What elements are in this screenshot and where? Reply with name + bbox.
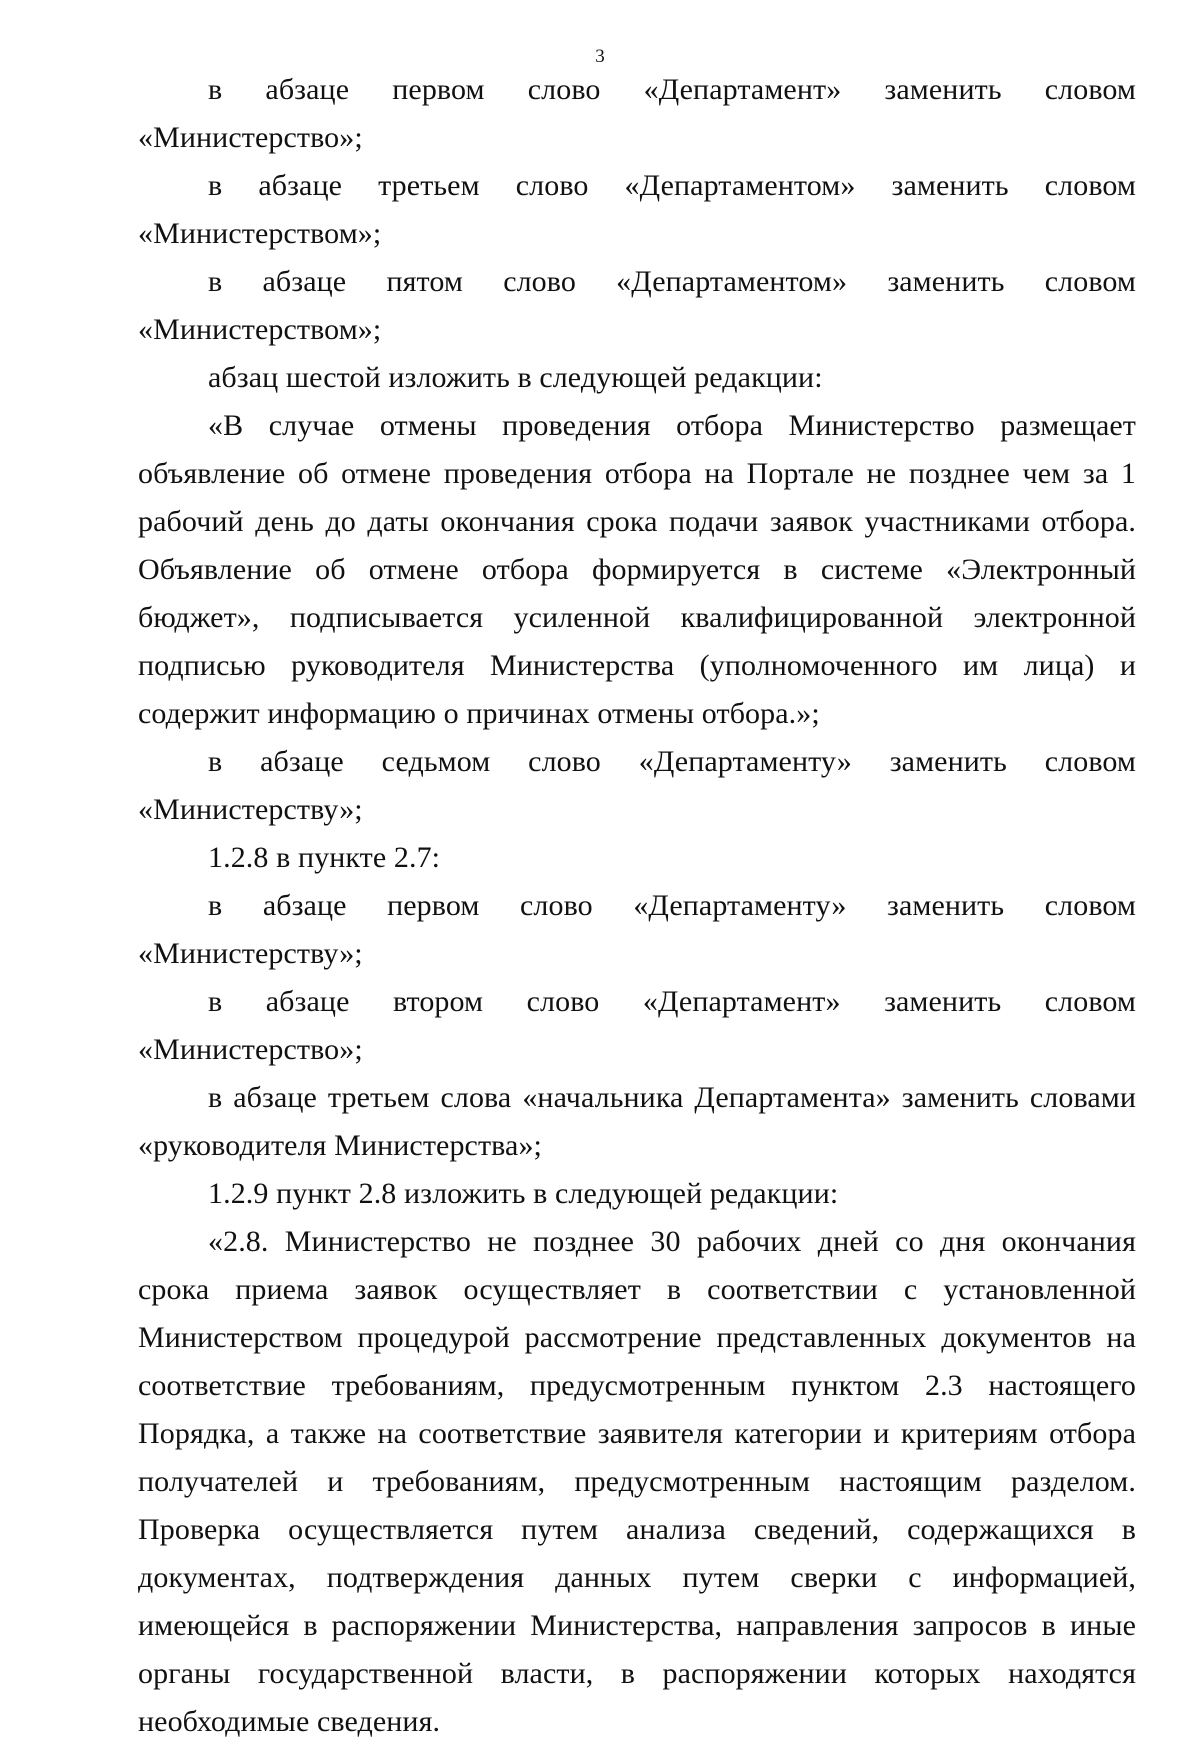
paragraph: в абзаце третьем слово «Департаментом» заменить словом «Министерством»; (138, 169, 1136, 250)
page-number: 3 (595, 46, 605, 67)
document-body (138, 66, 1136, 1746)
paragraph: 1.2.9 пункт 2.8 изложить в следующей редакции: (208, 1177, 839, 1210)
paragraph: абзац шестой изложить в следующей редакции: (208, 361, 823, 394)
paragraph: «2.8. Министерство не позднее 30 рабочих дней со дня окончания срока приема заявок осуществляет в соответствии с установленной Министерством процедурой рассмотрение представленных документов на соответствие требованиям, предусмотренным пунктом 2.3 настоящего Порядка, а также на соответствие заявителя категории и критериям отбора получателей и требованиям, предусмотренным настоящим разделом. Проверка осуществляется путем анализа сведений, содержащихся в документах, подтверждения данных путем сверки с информацией, имеющейся в распоряжении Министерства, направления запросов в иные органы государственной власти, в распоряжении которых находятся необходимые сведения. (138, 1225, 1136, 1738)
paragraph: 1.2.8 в пункте 2.7: (208, 841, 441, 874)
paragraph: в абзаце втором слово «Департамент» заменить словом «Министерство»; (138, 985, 1136, 1066)
paragraph: в абзаце третьем слова «начальника Департамента» заменить словами «руководителя Министерства»; (138, 1081, 1136, 1162)
paragraph: в абзаце первом слово «Департамент» заменить словом «Министерство»; (138, 73, 1136, 154)
paragraph: в абзаце пятом слово «Департаментом» заменить словом «Министерством»; (138, 265, 1136, 346)
paragraph: в абзаце седьмом слово «Департаменту» заменить словом «Министерству»; (138, 745, 1136, 826)
paragraph: в абзаце первом слово «Департаменту» заменить словом «Министерству»; (138, 889, 1136, 970)
paragraph: «В случае отмены проведения отбора Министерство размещает объявление об отмене проведения отбора на Портале не позднее чем за 1 рабочий день до даты окончания срока подачи заявок участниками отбора. Объявление об отмене отбора формируется в системе «Электронный бюджет», подписывается усиленной квалифицированной электронной подписью руководителя Министерства (уполномоченного им лица) и содержит информацию о причинах отмены отбора.»; (138, 409, 1136, 730)
